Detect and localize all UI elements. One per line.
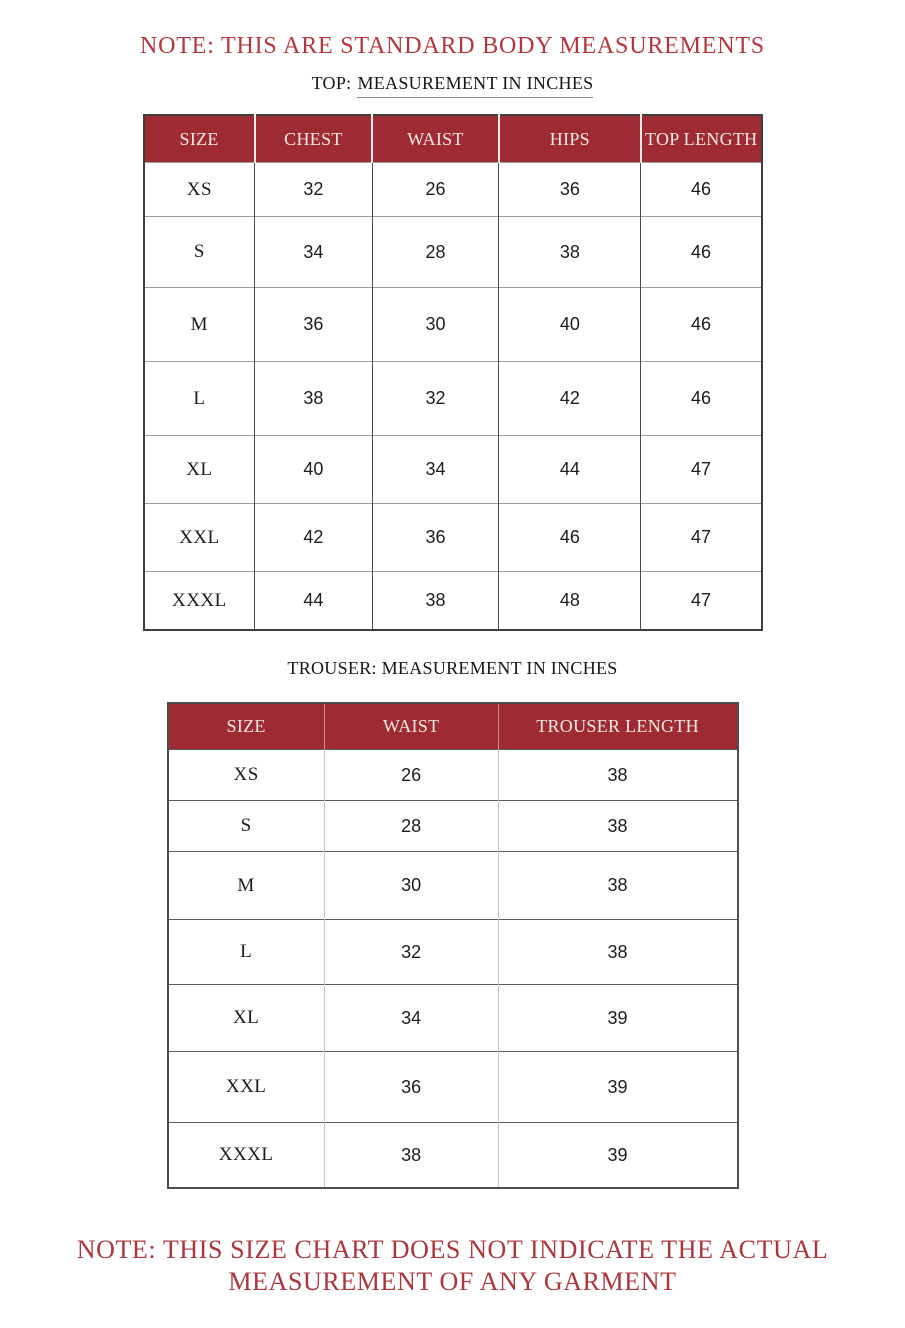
measurement-cell: 40 [255, 436, 372, 504]
size-cell: XS [144, 163, 255, 217]
measurement-cell: 38 [498, 920, 737, 985]
measurement-cell: 36 [324, 1052, 498, 1123]
size-cell: XXXL [168, 1123, 325, 1189]
measurement-cell: 46 [641, 217, 762, 288]
measurement-cell: 32 [372, 362, 499, 436]
measurement-cell: 48 [499, 572, 641, 631]
size-cell: S [168, 801, 325, 852]
bottom-note: NOTE: THIS SIZE CHART DOES NOT INDICATE THE ACTUAL MEASUREMENT OF ANY GARMENT [76, 1235, 829, 1296]
table-row [168, 985, 738, 1052]
measurement-cell: 32 [324, 920, 498, 985]
top-table-body [144, 163, 762, 631]
column-header: SIZE [144, 115, 255, 163]
top-table-title-underlined: MEASUREMENT IN INCHES [357, 73, 593, 98]
size-cell: S [144, 217, 255, 288]
size-cell: L [168, 920, 325, 985]
measurement-cell: 38 [372, 572, 499, 631]
size-cell: L [144, 362, 255, 436]
table-row [168, 920, 738, 985]
measurement-cell: 38 [255, 362, 372, 436]
column-header: SIZE [168, 703, 325, 750]
top-measurements-table [143, 114, 763, 631]
size-cell: M [168, 852, 325, 920]
measurement-cell: 26 [324, 750, 498, 801]
table-row [168, 1123, 738, 1189]
size-cell: XXL [144, 504, 255, 572]
measurement-cell: 39 [498, 1123, 737, 1189]
table-row [144, 362, 762, 436]
top-note: NOTE: THIS ARE STANDARD BODY MEASUREMENTS [140, 33, 765, 59]
measurement-cell: 38 [499, 217, 641, 288]
size-cell: XS [168, 750, 325, 801]
table-row [168, 852, 738, 920]
measurement-cell: 39 [498, 1052, 737, 1123]
table-row [144, 163, 762, 217]
table-row [144, 217, 762, 288]
measurement-cell: 36 [255, 288, 372, 362]
measurement-cell: 34 [255, 217, 372, 288]
measurement-cell: 44 [499, 436, 641, 504]
measurement-cell: 42 [255, 504, 372, 572]
size-cell: XL [168, 985, 325, 1052]
top-table-title [0, 73, 905, 94]
table-header-row [144, 115, 762, 163]
measurement-cell: 30 [324, 852, 498, 920]
measurement-cell: 46 [641, 288, 762, 362]
trouser-table-title: TROUSER: MEASUREMENT IN INCHES [287, 658, 618, 678]
measurement-cell: 34 [324, 985, 498, 1052]
measurement-cell: 38 [498, 801, 737, 852]
column-header: CHEST [255, 115, 372, 163]
table-row [144, 504, 762, 572]
size-chart-page [0, 33, 905, 1297]
trouser-table-body [168, 750, 738, 1189]
top-table-title-prefix: TOP: [311, 73, 352, 93]
measurement-cell: 38 [498, 852, 737, 920]
column-header: WAIST [324, 703, 498, 750]
table-header-row [168, 703, 738, 750]
column-header: HIPS [499, 115, 641, 163]
measurement-cell: 28 [324, 801, 498, 852]
size-cell: XXXL [144, 572, 255, 631]
size-cell: XXL [168, 1052, 325, 1123]
table-row [144, 288, 762, 362]
measurement-cell: 40 [499, 288, 641, 362]
measurement-cell: 34 [372, 436, 499, 504]
measurement-cell: 38 [498, 750, 737, 801]
measurement-cell: 30 [372, 288, 499, 362]
measurement-cell: 42 [499, 362, 641, 436]
column-header: TROUSER LENGTH [498, 703, 737, 750]
table-row [144, 572, 762, 631]
measurement-cell: 47 [641, 436, 762, 504]
measurement-cell: 47 [641, 572, 762, 631]
measurement-cell: 36 [499, 163, 641, 217]
column-header: TOP LENGTH [641, 115, 762, 163]
table-row [168, 750, 738, 801]
measurement-cell: 26 [372, 163, 499, 217]
measurement-cell: 38 [324, 1123, 498, 1189]
table-row [144, 436, 762, 504]
table-row [168, 801, 738, 852]
column-header: WAIST [372, 115, 499, 163]
measurement-cell: 46 [641, 362, 762, 436]
measurement-cell: 36 [372, 504, 499, 572]
measurement-cell: 32 [255, 163, 372, 217]
measurement-cell: 47 [641, 504, 762, 572]
measurement-cell: 39 [498, 985, 737, 1052]
measurement-cell: 46 [641, 163, 762, 217]
table-row [168, 1052, 738, 1123]
measurement-cell: 46 [499, 504, 641, 572]
measurement-cell: 44 [255, 572, 372, 631]
measurement-cell: 28 [372, 217, 499, 288]
trouser-measurements-table [167, 702, 739, 1189]
size-cell: M [144, 288, 255, 362]
size-cell: XL [144, 436, 255, 504]
